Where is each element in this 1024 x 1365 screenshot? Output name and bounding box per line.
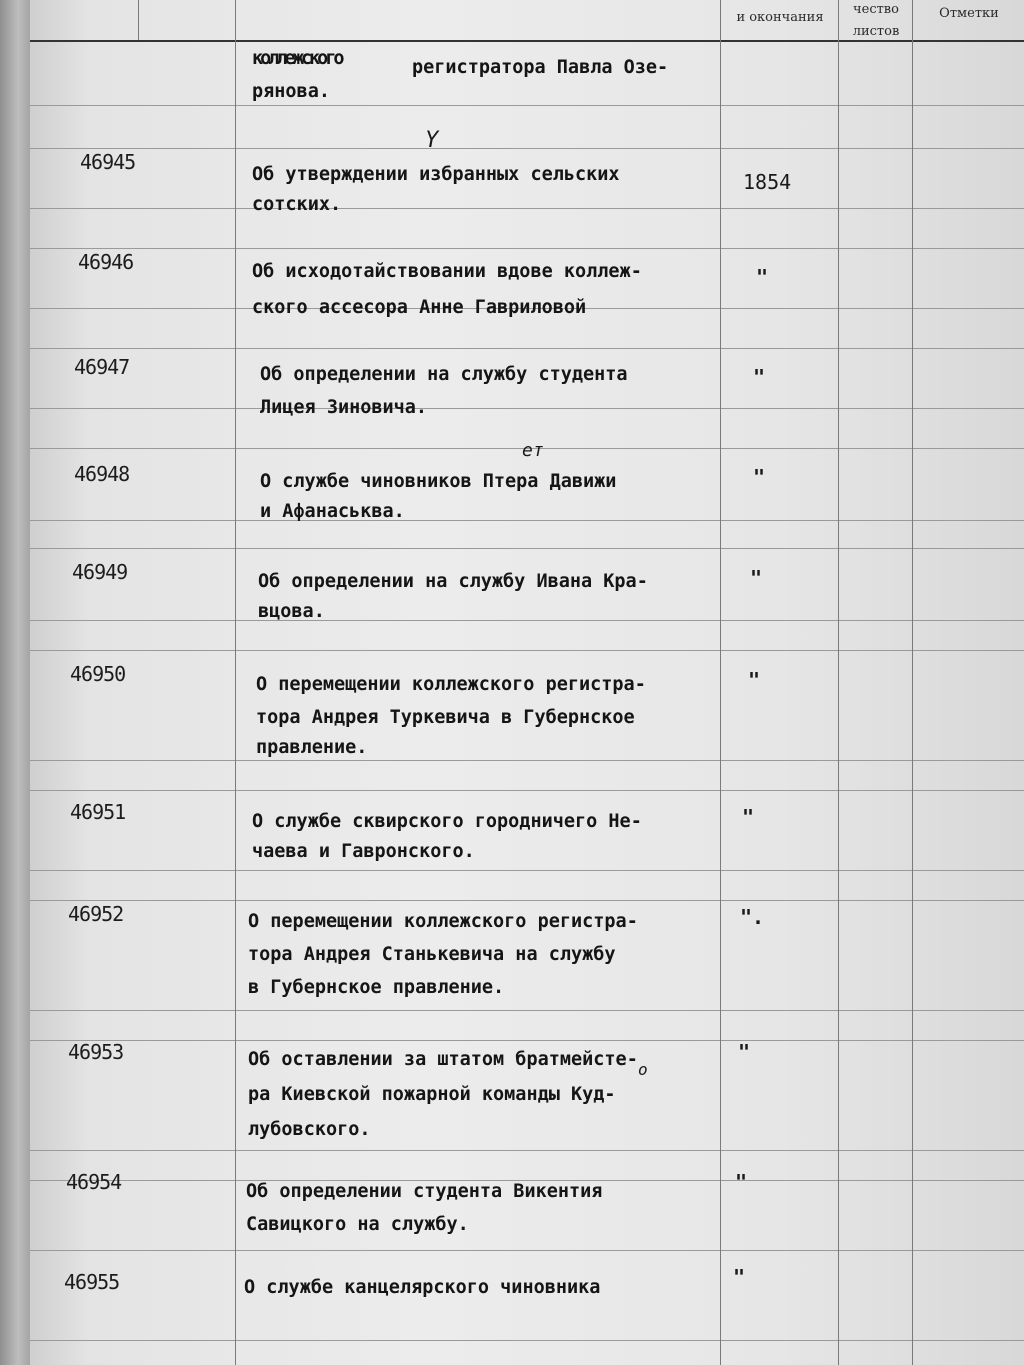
- ruled-line: [30, 105, 1024, 106]
- entry-title-line: Об исходотайствовании вдове коллеж-: [252, 261, 642, 282]
- column-line: [912, 0, 913, 1365]
- struck-out-word: коллежского: [252, 48, 342, 69]
- entry-number: 46955: [64, 1270, 120, 1294]
- ditto-mark: ": [753, 365, 766, 389]
- notes-column-header: Отметки: [939, 6, 999, 21]
- sheets-column-header-line2: листов: [852, 24, 900, 39]
- entry-title-line: и Афанаськва.: [260, 501, 405, 522]
- ruled-line: [30, 348, 1024, 349]
- ruled-line: [30, 1340, 1024, 1341]
- entry-title-line: Об определении студента Викентия: [246, 1181, 603, 1202]
- entry-title-line: Об определении на службу студента: [260, 364, 628, 385]
- ditto-mark: ": [748, 668, 761, 692]
- entry-title-line: сотских.: [252, 194, 342, 215]
- entry-number: 46946: [78, 250, 134, 274]
- ditto-mark: ": [756, 265, 769, 289]
- handwritten-correction: о: [638, 1060, 648, 1079]
- ditto-mark: ": [733, 1265, 746, 1289]
- handwritten-correction: ет: [522, 440, 544, 461]
- ruled-line: [30, 870, 1024, 871]
- entry-title-line: О службе сквирского городничего Не-: [252, 811, 642, 832]
- column-line: [235, 0, 236, 1365]
- entry-number: 46948: [74, 462, 130, 486]
- ruled-line: [30, 40, 1024, 42]
- entry-title-line: в Губернское правление.: [248, 977, 505, 998]
- ruled-line: [30, 148, 1024, 149]
- entry-title-line: О перемещении коллежского регистра-: [256, 674, 646, 695]
- ruled-line: [30, 1010, 1024, 1011]
- ditto-mark: ": [742, 805, 755, 829]
- entry-title-line: Лицея Зиновича.: [260, 397, 428, 418]
- entry-title-line: чаева и Гавронского.: [252, 841, 475, 862]
- ruled-line: [30, 650, 1024, 651]
- entry-number: 46945: [80, 150, 136, 174]
- entry-title-line: О службе чиновников Птера Давижи: [260, 471, 617, 492]
- ditto-mark: ": [735, 1170, 748, 1194]
- ruled-line: [30, 408, 1024, 409]
- entry-number: 46949: [72, 560, 128, 584]
- entry-number: 46951: [70, 800, 126, 824]
- ruled-line: [30, 1250, 1024, 1251]
- entry-title-line: Об утверждении избранных сельских: [252, 164, 620, 185]
- entry-number: 46952: [68, 902, 124, 926]
- ruled-line: [30, 900, 1024, 901]
- dates-column-header: и окончания: [736, 10, 824, 25]
- entry-title-line: О службе канцелярского чиновника: [244, 1277, 601, 1298]
- entry-number: 46954: [66, 1170, 122, 1194]
- entry-title-line: лубовского.: [248, 1119, 371, 1140]
- entry-title-line: Об оставлении за штатом братмейсте-: [248, 1049, 638, 1070]
- column-line: [838, 0, 839, 1365]
- column-line: [138, 0, 139, 40]
- entry-title-line: Савицкого на службу.: [246, 1214, 469, 1235]
- handwritten-correction: Y: [425, 128, 439, 153]
- ditto-mark: ": [738, 1040, 751, 1064]
- entry-number: 46947: [74, 355, 130, 379]
- continuation-line1: регистратора Павла Озе-: [412, 57, 669, 78]
- ruled-line: [30, 1150, 1024, 1151]
- entry-title-line: тора Андрея Станькевича на службу: [248, 944, 616, 965]
- entry-date: 1854: [743, 170, 792, 194]
- continuation-line2: рянова.: [252, 81, 330, 102]
- ruled-line: [30, 248, 1024, 249]
- ditto-mark: ": [750, 566, 763, 590]
- entry-title-line: О перемещении коллежского регистра-: [248, 911, 638, 932]
- ruled-line: [30, 760, 1024, 761]
- column-line: [720, 0, 721, 1365]
- entry-title-line: ра Киевской пожарной команды Куд-: [248, 1084, 616, 1105]
- ruled-line: [30, 208, 1024, 209]
- binding-edge: [0, 0, 30, 1365]
- entry-title-line: ского ассесора Анне Гавриловой: [252, 297, 587, 318]
- ruled-line: [30, 620, 1024, 621]
- ruled-line: [30, 790, 1024, 791]
- entry-title-line: правление.: [256, 737, 368, 758]
- sheets-column-header-line1: чество: [853, 2, 899, 17]
- archive-page: [30, 0, 1024, 1365]
- ruled-line: [30, 520, 1024, 521]
- entry-number: 46953: [68, 1040, 124, 1064]
- ditto-mark: ": [753, 465, 766, 489]
- entry-title-line: тора Андрея Туркевича в Губернское: [256, 707, 635, 728]
- entry-title-line: вцова.: [258, 601, 325, 622]
- ruled-line: [30, 548, 1024, 549]
- entry-number: 46950: [70, 662, 126, 686]
- ditto-mark: ".: [740, 905, 765, 929]
- entry-title-line: Об определении на службу Ивана Кра-: [258, 571, 648, 592]
